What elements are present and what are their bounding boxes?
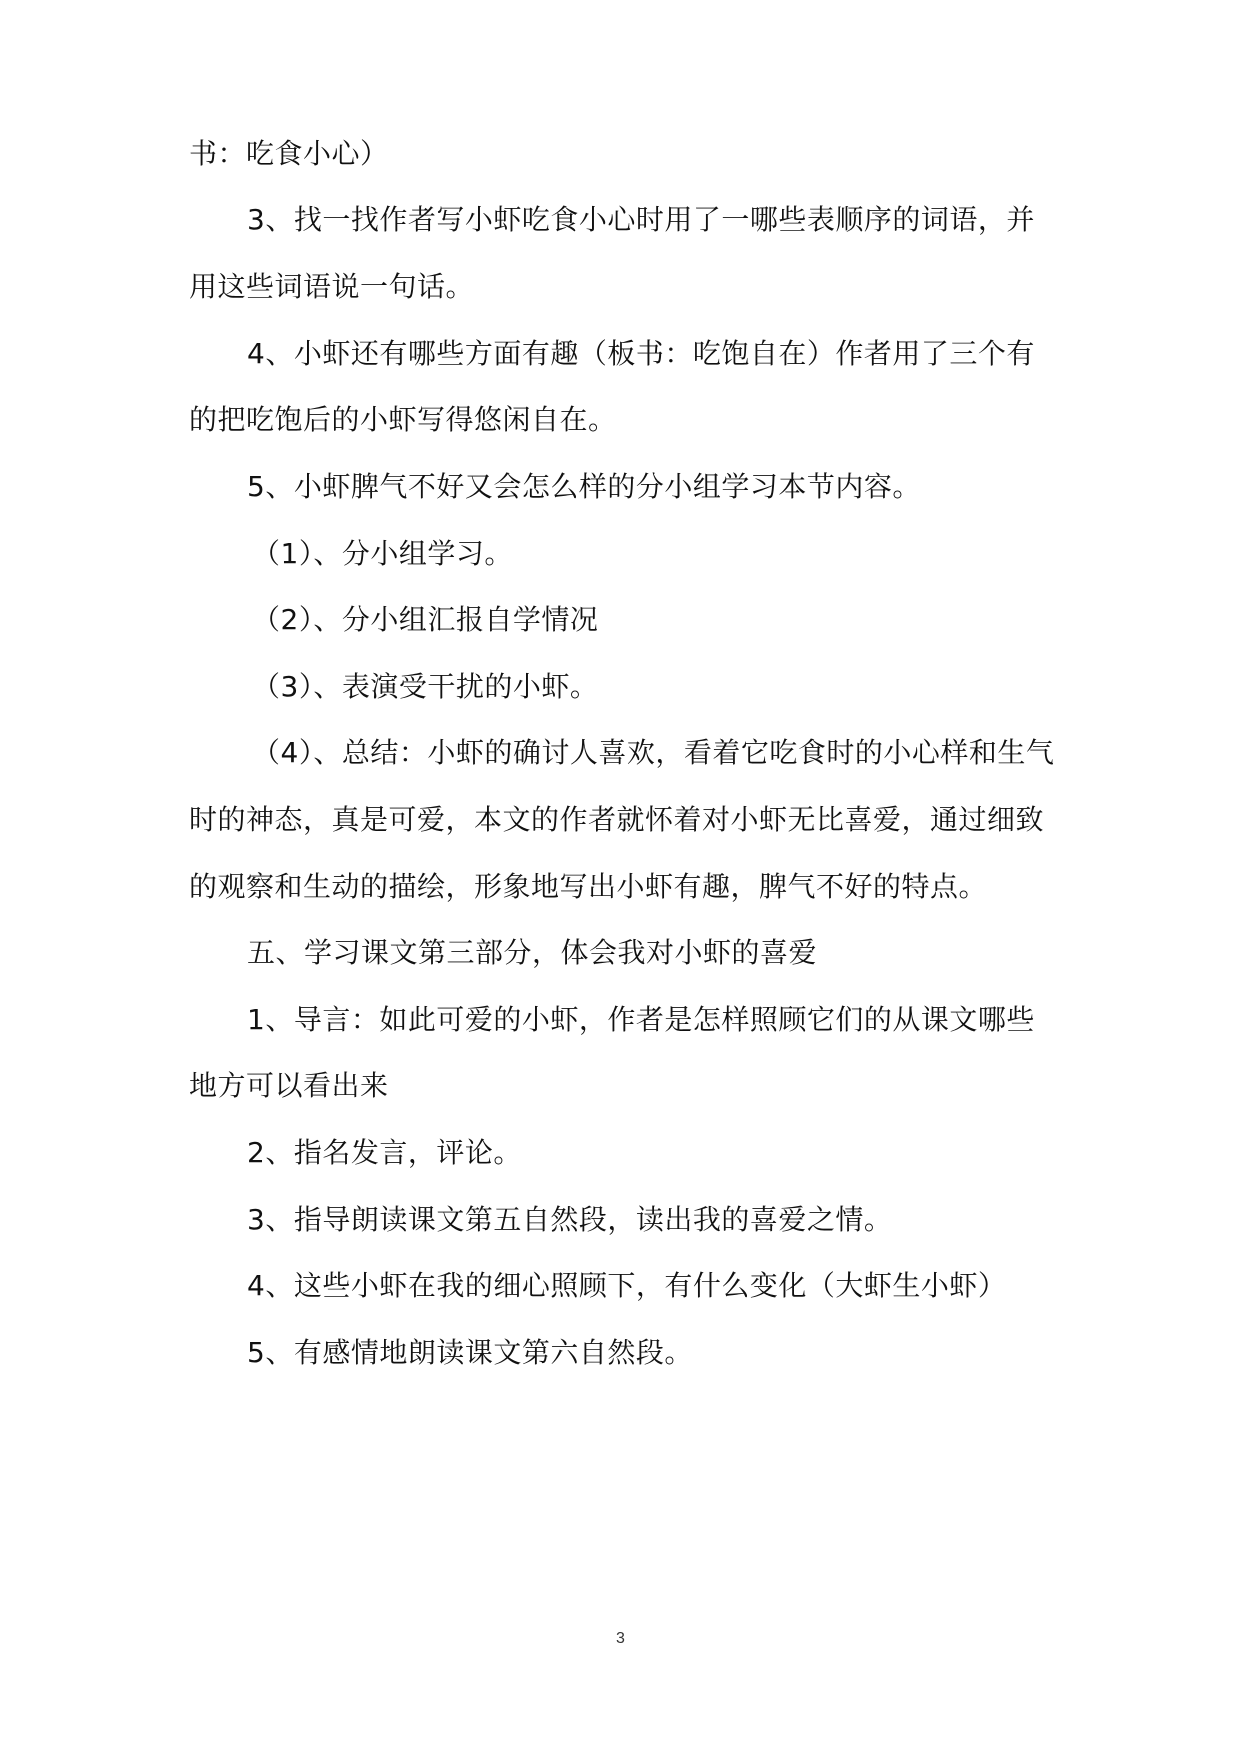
text-line: 5、小虾脾气不好又会怎么样的分小组学习本节内容。 xyxy=(247,470,921,503)
text-line: 1、导言：如此可爱的小虾，作者是怎样照顾它们的从课文哪些 xyxy=(247,1003,1035,1036)
text-line: 书：吃食小心） xyxy=(189,137,389,170)
page-number: 3 xyxy=(616,1630,625,1647)
text-line: 2、指名发言，评论。 xyxy=(247,1136,522,1169)
text-line: 时的神态，真是可爱，本文的作者就怀着对小虾无比喜爱，通过细致 xyxy=(189,803,1045,836)
text-line: 5、有感情地朗读课文第六自然段。 xyxy=(247,1336,693,1369)
text-line: 地方可以看出来 xyxy=(189,1069,389,1102)
text-line: 的观察和生动的描绘，形象地写出小虾有趣，脾气不好的特点。 xyxy=(189,870,988,903)
text-line: （4）、总结：小虾的确讨人喜欢，看着它吃食时的小心样和生气 xyxy=(252,736,1055,769)
text-line: （3）、表演受干扰的小虾。 xyxy=(252,670,599,703)
text-line: （2）、分小组汇报自学情况 xyxy=(252,603,599,636)
text-line: 3、指导朗读课文第五自然段，读出我的喜爱之情。 xyxy=(247,1203,893,1236)
text-line: 的把吃饱后的小虾写得悠闲自在。 xyxy=(189,403,617,436)
text-line: 3、找一找作者写小虾吃食小心时用了一哪些表顺序的词语，并 xyxy=(247,203,1035,236)
text-line: （1）、分小组学习。 xyxy=(252,537,513,570)
text-line: 4、小虾还有哪些方面有趣（板书：吃饱自在）作者用了三个有 xyxy=(247,337,1035,370)
text-line: 4、这些小虾在我的细心照顾下，有什么变化（大虾生小虾） xyxy=(247,1269,1007,1302)
section-heading: 五、学习课文第三部分，体会我对小虾的喜爱 xyxy=(247,936,818,969)
text-line: 用这些词语说一句话。 xyxy=(189,270,475,303)
